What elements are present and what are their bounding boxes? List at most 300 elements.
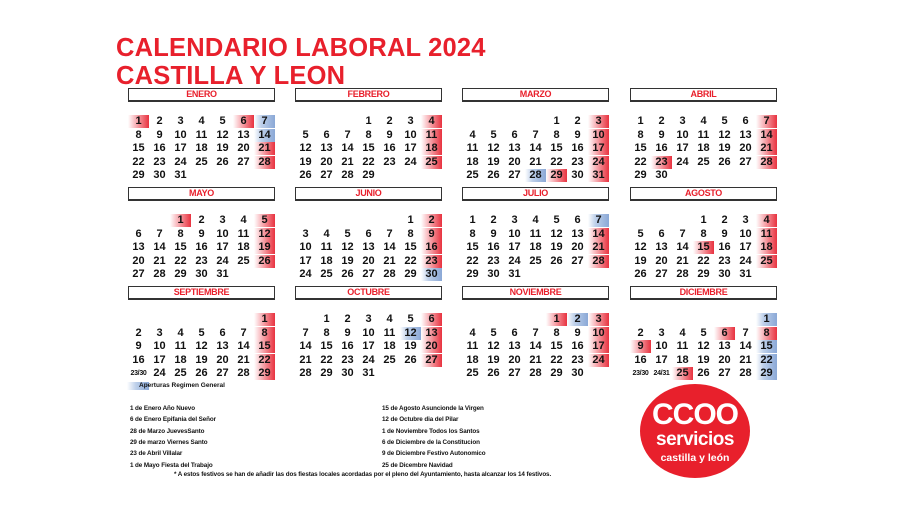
day-cell: 9 <box>630 340 651 353</box>
day-cell: 4 <box>421 115 442 128</box>
day-cell: 3 <box>742 214 749 226</box>
day-cell: 11 <box>466 142 479 154</box>
day-cell: 19 <box>341 254 354 267</box>
day-cell: 7 <box>588 214 609 227</box>
day-cell: 14 <box>739 340 752 352</box>
day-cell: 4 <box>532 214 539 226</box>
day-cell: 22 <box>320 353 333 366</box>
day-cell: 30 <box>718 268 731 280</box>
day-cell: 4 <box>198 115 205 127</box>
day-cell: 29 <box>320 367 333 379</box>
day-cell: 15 <box>254 340 275 353</box>
day-cell: 2 <box>156 115 163 127</box>
day-cell: 21 <box>529 155 542 168</box>
month-abril <box>630 88 777 181</box>
day-cell: 26 <box>697 367 710 379</box>
day-cell: 21 <box>237 353 250 366</box>
day-cell: 24 <box>404 155 417 168</box>
day-cell: 29 <box>254 367 275 380</box>
day-cell: 28 <box>237 367 250 379</box>
day-cell: 7 <box>386 227 393 240</box>
day-cell: 23 <box>718 254 731 267</box>
day-cell: 30 <box>195 268 208 280</box>
day-cell: 12 <box>718 128 731 141</box>
day-cell: 3 <box>588 115 609 128</box>
day-cell: 27 <box>571 254 584 267</box>
day-cell: 9 <box>574 326 581 339</box>
day-cell: 14 <box>529 340 542 352</box>
day-cell: 28 <box>254 156 275 169</box>
day-cell: 27 <box>508 169 521 181</box>
day-cell: 18 <box>237 241 250 253</box>
day-cell: 21 <box>383 254 396 267</box>
day-cell: 10 <box>588 129 609 142</box>
day-cell: 31 <box>216 268 229 280</box>
day-cell: 1 <box>469 214 476 226</box>
day-cell: 8 <box>700 227 707 240</box>
day-cell: 26 <box>195 367 208 379</box>
day-cell: 16 <box>341 340 354 352</box>
legend-label: Aperturas Regimen General <box>139 382 225 389</box>
day-cell: 13 <box>362 241 375 253</box>
day-cell: 3 <box>588 313 609 326</box>
day-cell: 13 <box>571 227 584 240</box>
month-octubre <box>295 286 442 379</box>
day-cell: 14 <box>529 142 542 154</box>
day-cell: 22 <box>550 353 563 366</box>
day-cell: 1 <box>546 313 567 326</box>
day-cell: 11 <box>697 128 710 141</box>
day-cell: 24 <box>676 155 689 168</box>
day-cell: 14 <box>341 142 354 154</box>
day-cell: 13 <box>421 327 442 340</box>
day-cell: 11 <box>383 326 396 339</box>
day-cell: 29 <box>132 169 145 181</box>
day-cell: 12 <box>341 241 354 253</box>
day-cell: 10 <box>174 128 187 141</box>
day-cell: 13 <box>237 128 250 141</box>
day-cell: 20 <box>421 340 442 353</box>
day-cell: 23 <box>651 156 672 169</box>
day-cell: 30 <box>341 367 354 379</box>
day-cell: 28 <box>299 367 312 379</box>
day-cell: 7 <box>532 326 539 339</box>
day-cell: 22 <box>132 155 145 168</box>
month-mayo <box>128 187 275 280</box>
day-cell: 14 <box>299 340 312 352</box>
day-cell: 3 <box>302 227 309 240</box>
day-cell: 23 <box>383 155 396 168</box>
day-cell: 20 <box>132 254 145 267</box>
day-cell: 2 <box>344 313 351 325</box>
month-header: JUNIO <box>295 187 442 201</box>
day-cell: 18 <box>756 241 777 254</box>
day-cell: 15 <box>132 142 145 154</box>
day-cell: 20 <box>739 142 752 154</box>
day-cell: 24 <box>299 268 312 280</box>
day-cell: 19 <box>550 241 563 253</box>
day-cell: 21 <box>676 254 689 267</box>
day-cell: 4 <box>323 227 330 240</box>
day-cell: 27 <box>132 268 145 280</box>
day-cell: 1 <box>170 214 191 227</box>
day-cell: 15 <box>362 142 375 154</box>
day-cell: 10 <box>588 327 609 340</box>
day-cell: 26 <box>718 155 731 168</box>
day-cell: 28 <box>525 169 546 182</box>
day-cell: 3 <box>407 115 414 127</box>
day-cell: 8 <box>553 326 560 339</box>
day-cell: 15 <box>634 142 647 154</box>
day-cell: 27 <box>718 367 731 379</box>
month-header: SEPTIEMBRE <box>128 286 275 300</box>
day-cell: 7 <box>302 326 309 339</box>
day-cell: 18 <box>195 142 208 154</box>
day-cell: 17 <box>655 353 668 366</box>
day-cell: 27 <box>739 155 752 168</box>
day-cell: 2 <box>386 115 393 127</box>
day-cell: 6 <box>742 115 749 127</box>
day-cell: 19 <box>634 254 647 267</box>
day-cell: 5 <box>254 214 275 227</box>
day-cell: 23 <box>571 155 584 168</box>
day-cell: 29 <box>697 268 710 280</box>
day-cell: 5 <box>490 326 497 339</box>
day-cell: 27 <box>320 169 333 181</box>
day-cell: 25 <box>466 169 479 181</box>
holiday-item: 23 de Abril Villalar <box>130 450 183 458</box>
day-cell: 22 <box>756 354 777 367</box>
day-cell: 9 <box>574 128 581 141</box>
day-cell: 28 <box>383 268 396 280</box>
day-cell: 4 <box>756 214 777 227</box>
day-cell: 5 <box>198 326 205 339</box>
day-cell: 8 <box>365 128 372 141</box>
day-cell: 15 <box>550 340 563 352</box>
day-cell: 21 <box>529 353 542 366</box>
holiday-item: 29 de marzo Viernes Santo <box>130 438 208 446</box>
logo-brand: CCOO <box>652 398 738 431</box>
day-cell: 26 <box>404 353 417 366</box>
day-cell: 6 <box>511 128 518 141</box>
day-cell: 16 <box>655 142 668 154</box>
day-cell: 3 <box>156 326 163 339</box>
holiday-item: 28 de Marzo JuevesSanto <box>130 427 205 435</box>
day-cell: 28 <box>756 156 777 169</box>
day-cell: 10 <box>362 326 375 339</box>
day-cell: 17 <box>588 142 609 155</box>
day-cell: 19 <box>216 142 229 154</box>
day-cell: 21 <box>341 155 354 168</box>
day-cell: 14 <box>237 340 250 352</box>
month-header: AGOSTO <box>630 187 777 201</box>
day-cell: 18 <box>676 353 689 366</box>
month-header: OCTUBRE <box>295 286 442 300</box>
day-cell: 8 <box>254 327 275 340</box>
holiday-item: 15 de Agosto Asuncionde la Virgen <box>382 405 484 412</box>
day-cell: 5 <box>302 128 309 141</box>
title-line-1: CALENDARIO LABORAL 2024 <box>116 34 486 62</box>
day-cell: 19 <box>404 340 417 352</box>
day-cell: 29 <box>466 268 479 280</box>
day-cell: 21 <box>153 254 166 267</box>
day-cell: 27 <box>216 367 229 379</box>
day-cell: 15 <box>693 241 714 254</box>
day-cell: 16 <box>195 241 208 253</box>
day-cell: 11 <box>676 340 689 352</box>
day-cell: 26 <box>254 255 275 268</box>
day-cell: 16 <box>634 353 647 366</box>
holiday-item: 1 de Enero Año Nuevo <box>130 405 195 412</box>
day-cell: 25 <box>697 155 710 168</box>
day-cell: 28 <box>341 169 354 181</box>
day-cell: 9 <box>135 340 142 352</box>
day-cell: 24 <box>588 156 609 169</box>
day-cell: 7 <box>679 227 686 240</box>
day-cell: 29 <box>362 169 375 181</box>
month-septiembre <box>128 286 275 379</box>
day-cell: 30 <box>421 268 442 281</box>
holiday-item: 1 de Noviembre Todos los Santos <box>382 427 480 435</box>
day-cell: 22 <box>362 155 375 168</box>
day-cell: 8 <box>323 326 330 339</box>
day-cell: 16 <box>571 142 584 154</box>
day-cell: 13 <box>320 142 333 154</box>
day-cell: 8 <box>637 128 644 141</box>
day-cell: 11 <box>320 241 333 253</box>
ccoo-logo <box>640 384 750 478</box>
day-cell: 5 <box>700 326 707 339</box>
day-cell: 4 <box>700 115 707 127</box>
day-cell: 15 <box>320 340 333 352</box>
day-cell: 26 <box>216 155 229 168</box>
day-cell: 10 <box>676 128 689 141</box>
day-cell: 19 <box>299 155 312 168</box>
day-cell: 18 <box>529 241 542 253</box>
day-cell: 27 <box>421 354 442 367</box>
holiday-item: 12 de Octubre dia del Pilar <box>382 416 459 424</box>
day-cell: 23 <box>153 155 166 168</box>
day-cell: 31 <box>508 268 521 280</box>
day-cell: 9 <box>344 326 351 339</box>
day-cell: 14 <box>588 228 609 241</box>
day-cell: 16 <box>487 241 500 253</box>
day-cell: 30 <box>571 169 584 181</box>
day-cell: 7 <box>756 115 777 128</box>
day-cell: 9 <box>386 128 393 141</box>
day-cell: 16 <box>571 340 584 352</box>
day-cell: 4 <box>240 214 247 226</box>
day-cell: 23 <box>487 254 500 267</box>
day-cell: 30 <box>487 268 500 280</box>
day-cell: 10 <box>508 227 521 240</box>
day-cell: 5 <box>407 313 414 325</box>
day-cell: 10 <box>153 340 166 352</box>
day-cell: 1 <box>254 313 275 326</box>
day-cell: 19 <box>254 241 275 254</box>
day-cell: 12 <box>487 142 500 154</box>
day-cell: 16 <box>153 142 166 154</box>
day-cell: 9 <box>156 128 163 141</box>
day-cell: 13 <box>508 142 521 154</box>
day-cell: 12 <box>216 128 229 141</box>
day-cell: 9 <box>658 128 665 141</box>
day-cell: 2 <box>421 214 442 227</box>
day-cell: 25 <box>237 254 250 267</box>
month-febrero <box>295 88 442 181</box>
day-cell: 13 <box>655 241 668 253</box>
day-cell: 14 <box>383 241 396 253</box>
day-cell: 6 <box>714 327 735 340</box>
day-cell: 28 <box>676 268 689 280</box>
day-cell: 7 <box>240 326 247 339</box>
day-cell: 2 <box>574 115 581 127</box>
day-cell: 17 <box>739 241 752 253</box>
day-cell: 23 <box>195 254 208 267</box>
day-cell: 17 <box>174 142 187 154</box>
day-cell: 25 <box>529 254 542 267</box>
day-cell: 25 <box>672 367 693 380</box>
day-cell: 1 <box>700 214 707 226</box>
logo-region: castilla y león <box>660 452 730 464</box>
day-cell: 23 <box>421 255 442 268</box>
day-cell: 19 <box>487 155 500 168</box>
day-cell: 8 <box>177 227 184 240</box>
day-cell: 18 <box>383 340 396 352</box>
page-title <box>116 34 486 90</box>
day-cell: 10 <box>739 227 752 240</box>
day-cell: 2 <box>721 214 728 226</box>
day-cell: 20 <box>571 241 584 253</box>
month-junio <box>295 187 442 280</box>
day-cell: 30 <box>153 169 166 181</box>
day-cell: 7 <box>156 227 163 240</box>
day-cell: 5 <box>219 115 226 127</box>
day-cell: 12 <box>487 340 500 352</box>
day-cell: 18 <box>174 353 187 366</box>
day-cell: 24 <box>508 254 521 267</box>
day-cell: 3 <box>219 214 226 226</box>
day-cell: 4 <box>469 128 476 141</box>
day-cell: 18 <box>466 353 479 366</box>
day-cell: 2 <box>567 313 588 326</box>
day-cell: 6 <box>421 313 442 326</box>
logo-servicios: servicios <box>656 429 734 450</box>
holiday-item: 6 de Enero Epifania del Señor <box>130 416 216 424</box>
day-cell: 1 <box>407 214 414 226</box>
day-cell: 21 <box>299 353 312 366</box>
day-cell: 14 <box>254 129 275 142</box>
day-cell: 17 <box>362 340 375 352</box>
day-cell: 22 <box>697 254 710 267</box>
day-cell: 17 <box>299 254 312 267</box>
day-cell: 18 <box>697 142 710 154</box>
day-cell: 31 <box>739 268 752 280</box>
day-cell: 15 <box>466 241 479 253</box>
day-cell: 17 <box>216 241 229 253</box>
day-cell: 12 <box>697 340 710 352</box>
day-cell: 4 <box>469 326 476 339</box>
month-noviembre <box>462 286 609 379</box>
day-cell: 27 <box>508 367 521 379</box>
day-cell: 8 <box>756 327 777 340</box>
day-cell: 21 <box>756 142 777 155</box>
month-header: MARZO <box>462 88 609 102</box>
day-cell: 2 <box>658 115 665 127</box>
day-cell: 12 <box>195 340 208 352</box>
day-cell: 22 <box>404 254 417 267</box>
day-cell: 23 <box>341 353 354 366</box>
day-cell: 8 <box>407 227 414 240</box>
day-cell: 11 <box>756 228 777 241</box>
day-cell: 25 <box>174 367 187 379</box>
day-cell: 22 <box>634 155 647 168</box>
day-cell: 2 <box>637 326 644 339</box>
day-cell: 16 <box>421 241 442 254</box>
day-cell: 11 <box>529 227 542 240</box>
day-cell: 14 <box>676 241 689 253</box>
day-cell: 3 <box>177 115 184 127</box>
holiday-item: 1 de Mayo Fiesta del Trabajo <box>130 461 213 469</box>
day-cell: 13 <box>508 340 521 352</box>
month-diciembre <box>630 286 777 379</box>
day-cell: 19 <box>487 353 500 366</box>
day-cell: 11 <box>466 340 479 352</box>
day-cell: 25 <box>195 155 208 168</box>
holiday-item: 6 de Diciembre de la Constitucion <box>382 438 480 446</box>
day-cell: 11 <box>195 128 208 141</box>
month-header: NOVIEMBRE <box>462 286 609 300</box>
day-cell: 13 <box>739 128 752 141</box>
day-cell: 13 <box>132 241 145 253</box>
day-cell: 24 <box>174 155 187 168</box>
month-header: MAYO <box>128 187 275 201</box>
day-cell: 29 <box>404 268 417 280</box>
day-cell: 9 <box>421 228 442 241</box>
day-cell: 31 <box>588 169 609 182</box>
day-cell: 2 <box>135 326 142 339</box>
day-cell: 1 <box>128 115 149 128</box>
day-cell: 13 <box>216 340 229 352</box>
day-cell: 4 <box>386 313 393 325</box>
day-cell: 19 <box>195 353 208 366</box>
day-cell: 12 <box>299 142 312 154</box>
month-julio <box>462 187 609 280</box>
day-cell: 15 <box>550 142 563 154</box>
day-cell: 26 <box>341 268 354 280</box>
day-cell: 26 <box>550 254 563 267</box>
day-cell: 17 <box>508 241 521 253</box>
day-cell: 30 <box>571 367 584 379</box>
day-cell: 9 <box>721 227 728 240</box>
day-cell: 30 <box>655 169 668 181</box>
day-cell: 26 <box>634 268 647 280</box>
day-cell: 22 <box>466 254 479 267</box>
day-cell: 6 <box>219 326 226 339</box>
day-cell: 19 <box>718 142 731 154</box>
day-cell: 18 <box>421 142 442 155</box>
day-cell: 14 <box>756 129 777 142</box>
day-cell: 22 <box>254 354 275 367</box>
day-cell: 25 <box>466 367 479 379</box>
day-cell: 5 <box>637 227 644 240</box>
day-cell: 9 <box>490 227 497 240</box>
month-header: FEBRERO <box>295 88 442 102</box>
day-cell: 21 <box>739 353 752 366</box>
day-cell: 28 <box>153 268 166 280</box>
day-cell: 10 <box>299 241 312 253</box>
day-cell: 29 <box>634 169 647 181</box>
